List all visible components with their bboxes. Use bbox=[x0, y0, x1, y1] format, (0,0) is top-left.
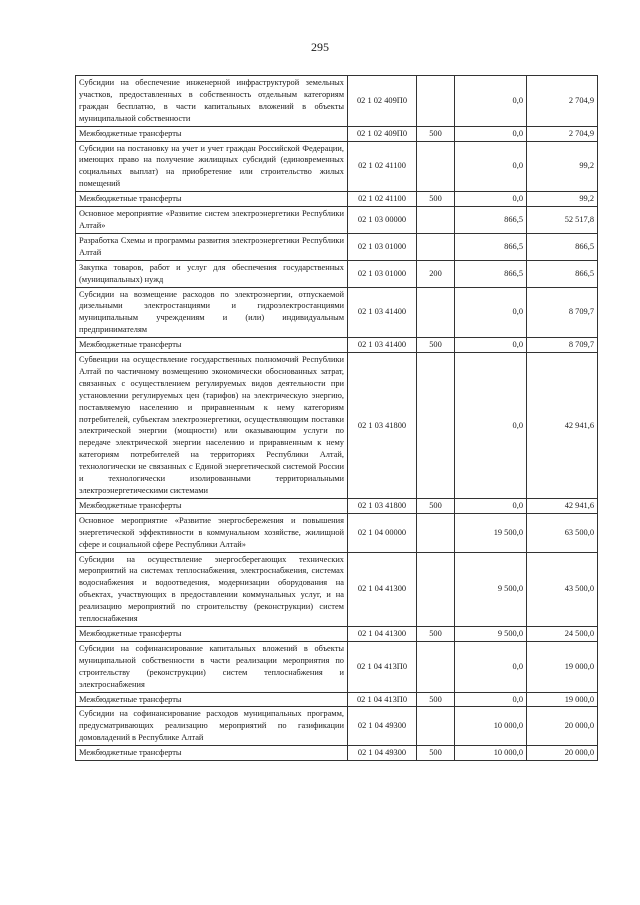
row-code: 02 1 02 409П0 bbox=[348, 126, 417, 141]
row-name: Субсидии на софинансирование капитальных вложений в объекты муниципальной собственности в части реализации мероприятия по строительству (реконструкции) систем теплоснабжения и электроснабжения bbox=[76, 641, 348, 692]
table-row bbox=[76, 498, 598, 513]
row-expense-type bbox=[417, 513, 455, 552]
row-expense-type bbox=[417, 233, 455, 260]
row-name: Субсидии на постановку на учет и учет граждан Российской Федерации, имеющих право на получение жилищных субсидий (единовременных социальных выплат) на приобретение или строительство жилых помещений bbox=[76, 141, 348, 192]
row-value-1: 866,5 bbox=[455, 233, 527, 260]
table-row bbox=[76, 353, 598, 499]
table-row bbox=[76, 233, 598, 260]
row-value-2: 42 941,6 bbox=[527, 498, 598, 513]
row-code: 02 1 03 00000 bbox=[348, 207, 417, 234]
row-expense-type bbox=[417, 552, 455, 626]
row-expense-type bbox=[417, 76, 455, 127]
row-value-1: 10 000,0 bbox=[455, 746, 527, 761]
row-code: 02 1 04 41300 bbox=[348, 552, 417, 626]
page-number: 295 bbox=[311, 40, 329, 54]
row-value-1: 0,0 bbox=[455, 141, 527, 192]
row-name: Межбюджетные трансферты bbox=[76, 338, 348, 353]
row-value-1: 0,0 bbox=[455, 76, 527, 127]
row-code: 02 1 04 413П0 bbox=[348, 692, 417, 707]
table-row bbox=[76, 141, 598, 192]
row-name: Межбюджетные трансферты bbox=[76, 498, 348, 513]
row-value-2: 63 500,0 bbox=[527, 513, 598, 552]
row-code: 02 1 04 413П0 bbox=[348, 641, 417, 692]
row-value-1: 19 500,0 bbox=[455, 513, 527, 552]
row-value-1: 0,0 bbox=[455, 192, 527, 207]
row-expense-type: 500 bbox=[417, 126, 455, 141]
row-value-2: 2 704,9 bbox=[527, 126, 598, 141]
row-expense-type bbox=[417, 207, 455, 234]
row-value-2: 19 000,0 bbox=[527, 641, 598, 692]
row-expense-type bbox=[417, 353, 455, 499]
row-value-1: 9 500,0 bbox=[455, 552, 527, 626]
row-value-2: 8 709,7 bbox=[527, 338, 598, 353]
table-row bbox=[76, 207, 598, 234]
row-value-2: 19 000,0 bbox=[527, 692, 598, 707]
table-row bbox=[76, 641, 598, 692]
table-row bbox=[76, 260, 598, 287]
row-value-2: 8 709,7 bbox=[527, 287, 598, 338]
row-value-1: 9 500,0 bbox=[455, 626, 527, 641]
row-name: Субсидии на возмещение расходов по электроэнергии, отпускаемой дизельными электростанциями и гидроэлектростанциями муниципальным учреждениям и (или) индивидуальным предпринимателям bbox=[76, 287, 348, 338]
row-name: Субсидии на софинансирование расходов муниципальных программ, предусматривающих реализацию мероприятий по газификации домовладений в Республике Алтай bbox=[76, 707, 348, 746]
row-code: 02 1 03 41800 bbox=[348, 498, 417, 513]
row-value-1: 0,0 bbox=[455, 338, 527, 353]
budget-table bbox=[75, 75, 598, 761]
row-value-1: 10 000,0 bbox=[455, 707, 527, 746]
row-value-2: 42 941,6 bbox=[527, 353, 598, 499]
row-value-1: 0,0 bbox=[455, 641, 527, 692]
row-value-2: 20 000,0 bbox=[527, 746, 598, 761]
table-row bbox=[76, 287, 598, 338]
row-name: Основное мероприятие «Развитие систем электроэнергетики Республики Алтай» bbox=[76, 207, 348, 234]
row-name: Основное мероприятие «Развитие энергосбережения и повышения энергетической эффективности в коммунальном хозяйстве, жилищной сфере и социальной сфере Республики Алтай» bbox=[76, 513, 348, 552]
row-value-2: 20 000,0 bbox=[527, 707, 598, 746]
row-value-2: 43 500,0 bbox=[527, 552, 598, 626]
row-name: Межбюджетные трансферты bbox=[76, 192, 348, 207]
table-row bbox=[76, 746, 598, 761]
row-value-1: 0,0 bbox=[455, 692, 527, 707]
row-expense-type bbox=[417, 141, 455, 192]
row-expense-type: 500 bbox=[417, 692, 455, 707]
row-name: Межбюджетные трансферты bbox=[76, 626, 348, 641]
table-body bbox=[76, 76, 598, 761]
row-value-1: 866,5 bbox=[455, 260, 527, 287]
row-expense-type bbox=[417, 641, 455, 692]
row-expense-type: 200 bbox=[417, 260, 455, 287]
row-value-2: 52 517,8 bbox=[527, 207, 598, 234]
row-value-1: 0,0 bbox=[455, 498, 527, 513]
row-name: Межбюджетные трансферты bbox=[76, 126, 348, 141]
row-expense-type: 500 bbox=[417, 338, 455, 353]
row-expense-type bbox=[417, 287, 455, 338]
table-row bbox=[76, 126, 598, 141]
row-code: 02 1 04 49300 bbox=[348, 746, 417, 761]
row-code: 02 1 03 01000 bbox=[348, 260, 417, 287]
row-code: 02 1 03 41400 bbox=[348, 338, 417, 353]
table-row bbox=[76, 76, 598, 127]
row-name: Разработка Схемы и программы развития электроэнергетики Республики Алтай bbox=[76, 233, 348, 260]
table-row bbox=[76, 513, 598, 552]
row-value-2: 2 704,9 bbox=[527, 76, 598, 127]
row-value-2: 99,2 bbox=[527, 141, 598, 192]
row-name: Межбюджетные трансферты bbox=[76, 692, 348, 707]
row-code: 02 1 02 41100 bbox=[348, 192, 417, 207]
row-name: Субсидии на обеспечение инженерной инфраструктурой земельных участков, предоставленных в собственность отдельным категориям граждан бесплатно, в части капитальных вложений в объекты муниципальной собственности bbox=[76, 76, 348, 127]
row-value-1: 866,5 bbox=[455, 207, 527, 234]
row-expense-type bbox=[417, 707, 455, 746]
row-expense-type: 500 bbox=[417, 746, 455, 761]
row-code: 02 1 02 409П0 bbox=[348, 76, 417, 127]
row-code: 02 1 04 41300 bbox=[348, 626, 417, 641]
row-name: Субсидии на осуществление энергосберегающих технических мероприятий на системах теплоснабжения, электроснабжения, системах водоснабжения и водоотведения, модернизации оборудования на объектах, участвующих в предоставлении коммунальных услуг, и на реализацию мероприятий по строительству (реконструкции) систем теплоснабжения bbox=[76, 552, 348, 626]
row-value-2: 24 500,0 bbox=[527, 626, 598, 641]
row-code: 02 1 04 00000 bbox=[348, 513, 417, 552]
row-expense-type: 500 bbox=[417, 626, 455, 641]
table-row bbox=[76, 626, 598, 641]
row-name: Субвенции на осуществление государственных полномочий Республики Алтай по частичному возмещению экономически обоснованных затрат, связанных с осуществлением регулируемых видов деятельности при установлении регулируемых цен (тарифов) на электрическую энергию, поставляемую населению и приравненным к нему категориям потребителей, субъектам электроэнергетики, осуществляющим поставки электрической энергии (мощности) или оказывающим услуги по передаче электрической энергии населению и приравненным к нему категориям потребителей на территориях Республики Алтай, технологически не связанных с Единой энергетической системой России и технологически изолированными территориальными электроэнергетическими системами bbox=[76, 353, 348, 499]
row-value-1: 0,0 bbox=[455, 353, 527, 499]
table-row bbox=[76, 338, 598, 353]
row-code: 02 1 04 49300 bbox=[348, 707, 417, 746]
row-code: 02 1 03 41800 bbox=[348, 353, 417, 499]
table-row bbox=[76, 192, 598, 207]
row-code: 02 1 02 41100 bbox=[348, 141, 417, 192]
row-value-2: 99,2 bbox=[527, 192, 598, 207]
row-value-1: 0,0 bbox=[455, 126, 527, 141]
row-code: 02 1 03 01000 bbox=[348, 233, 417, 260]
row-name: Межбюджетные трансферты bbox=[76, 746, 348, 761]
row-value-1: 0,0 bbox=[455, 287, 527, 338]
row-expense-type: 500 bbox=[417, 498, 455, 513]
row-expense-type: 500 bbox=[417, 192, 455, 207]
row-value-2: 866,5 bbox=[527, 233, 598, 260]
table-row bbox=[76, 552, 598, 626]
table-row bbox=[76, 707, 598, 746]
table-row bbox=[76, 692, 598, 707]
row-value-2: 866,5 bbox=[527, 260, 598, 287]
row-name: Закупка товаров, работ и услуг для обеспечения государственных (муниципальных) нужд bbox=[76, 260, 348, 287]
row-code: 02 1 03 41400 bbox=[348, 287, 417, 338]
